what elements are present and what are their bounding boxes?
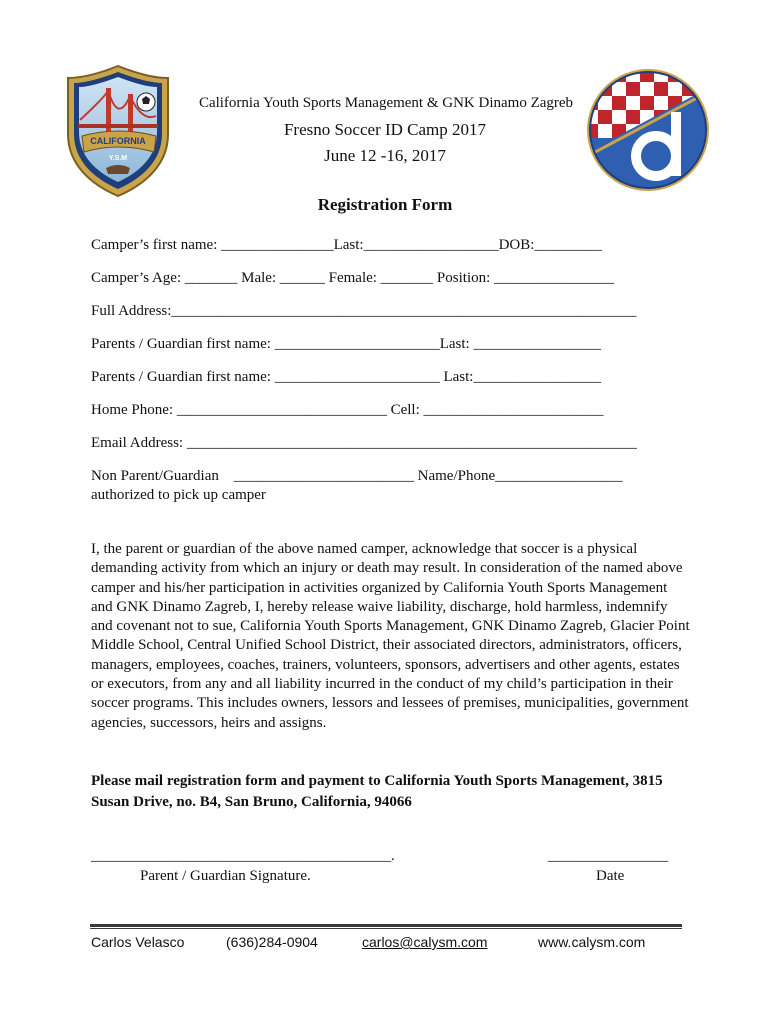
pickup-label: authorized to pick up camper [91, 487, 266, 503]
logo-text-ysm: Y.S.M [108, 155, 128, 162]
dinamo-zagreb-logo [584, 68, 712, 192]
camp-dates: June 12 -16, 2017 [324, 146, 446, 165]
footer-divider [90, 924, 682, 927]
camp-name: Fresno Soccer ID Camp 2017 [283, 120, 487, 139]
footer-phone: (636)284-0904 [226, 934, 318, 950]
waiver-paragraph: I, the parent or guardian of the above named camper, acknowledge that soccer is a physical demanding activity from which an injury or death may result. In consideration of the named above camper and his/her participation in activities organized by California Youth Sports Management and GNK Dinamo Zagreb, I, hereby release waive liability, discharge, hold harmless, indemnify and covenant not to sue, California Youth Sports Management, GNK Dinamo Zagreb, Glacier Point Middle School, Central Unified School District, their associated directors, administrators, officers, managers, employees, coaches, trainers, volunteers, sponsors, advertisers and other agents, estates or executors, from any and all liability incurred in the conduct of my child’s participation in their soccer programs. This includes owners, lessors and lessees of premises, municipalities, government agencies, successors, heirs and assigns. [91, 541, 690, 731]
footer-email-link[interactable]: carlos@calysm.com [362, 934, 488, 950]
logo-text-california: CALIFORNIA [90, 136, 146, 146]
footer-contact-name: Carlos Velasco [91, 934, 185, 950]
guardian-2-field[interactable]: Parents / Guardian first name: ______________________ Last:_________________ [91, 369, 601, 385]
signature-line[interactable]: ________________________________________. [91, 848, 395, 864]
signature-label: Parent / Guardian Signature. [140, 868, 311, 884]
camper-age-field[interactable]: Camper’s Age: _______ Male: ______ Female: _______ Position: ________________ [91, 270, 615, 286]
email-field[interactable]: Email Address: ____________________________________________________________ [91, 435, 637, 451]
phones-field[interactable]: Home Phone: ____________________________ Cell: ________________________ [91, 402, 604, 418]
date-label: Date [596, 868, 625, 884]
form-title: Registration Form [317, 195, 453, 214]
full-address-field[interactable]: Full Address:______________________________________________________________ [91, 303, 637, 319]
camper-name-field[interactable]: Camper’s first name: _______________Last:__________________DOB:_________ [91, 237, 602, 253]
mail-instructions: Please mail registration form and payment to California Youth Sports Management, 3815 Susan Drive, no. B4, San Bruno, California, 94066 [91, 773, 663, 810]
footer-website: www.calysm.com [538, 934, 646, 950]
pickup-field[interactable]: Non Parent/Guardian ________________________ Name/Phone_________________ [91, 468, 623, 484]
guardian-1-field[interactable]: Parents / Guardian first name: ______________________Last: _________________ [91, 336, 601, 352]
footer-divider-thin [90, 928, 682, 929]
date-line[interactable]: ________________ [548, 848, 668, 864]
footer-email[interactable] [362, 934, 487, 950]
organizations-heading: California Youth Sports Management & GNK Dinamo Zagreb [198, 95, 574, 111]
california-ysm-logo [66, 64, 170, 198]
